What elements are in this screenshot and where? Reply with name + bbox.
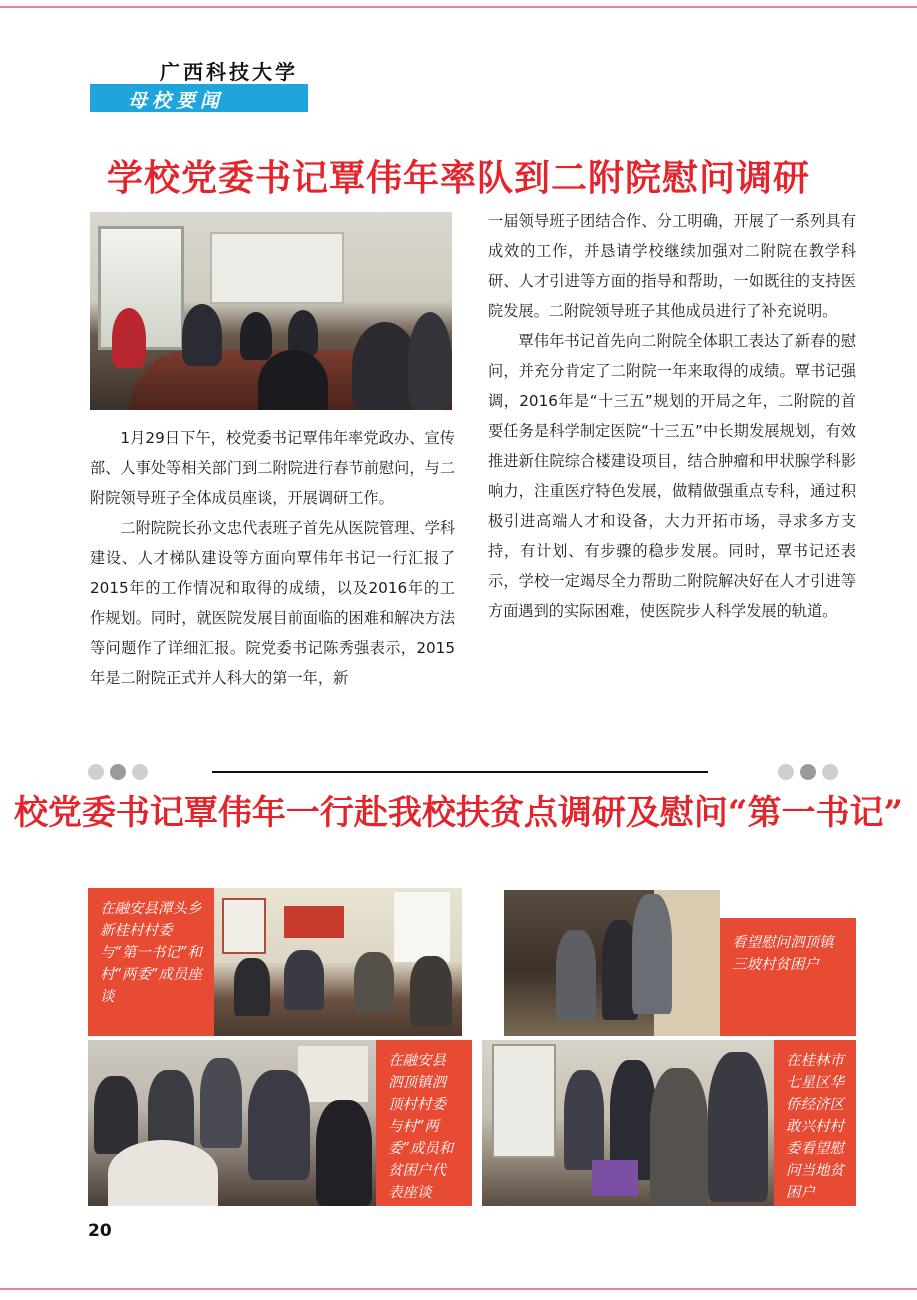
section-divider [0,763,917,783]
meeting-photo [90,212,452,410]
section-label: 母校要闻 [128,90,225,112]
article1-paragraph: 一届领导班子团结合作、分工明确，开展了一系列具有成效的工作，并恳请学校继续加强对二附院在教学科研、人才引进等方面的指导和帮助，一如既往的支持医院发展。二附院领导班子其他成员进行了补充说明。 [488,212,856,320]
photo-caption: 在融安县泗顶镇泗顶村村委与村”两委”成员和贫困户代表座谈 [376,1040,472,1206]
article1-column-right [488,206,856,626]
article1-headline: 学校党委书记覃伟年率队到二附院慰问调研 [106,157,810,199]
photo-person [408,312,452,410]
bottom-border-line [0,1288,917,1290]
dot-icon [778,764,794,780]
divider-line [212,771,708,773]
photo-village-meeting [214,888,462,1036]
photo-poor-household-visit [482,1040,774,1206]
photo-caption: 在桂林市七星区华侨经济区敢兴村村委看望慰问当地贫困户 [774,1040,856,1206]
photo-screen [210,232,344,304]
page-number: 20 [88,1221,112,1241]
publication-title: 广西科技大学 [160,60,298,84]
dot-icon [110,764,126,780]
photo-person [240,312,272,360]
dot-icon [132,764,148,780]
dot-icon [800,764,816,780]
divider-dots-left [88,764,148,780]
photo-villager-meeting [88,1040,376,1206]
dot-icon [822,764,838,780]
photo-caption: 在融安县潭头乡新桂村村委与“第一书记”和村“两委”成员座谈 [88,888,214,1036]
section-banner [90,84,308,112]
photo-person [112,308,146,368]
article1-paragraph: 1月29日下午，校党委书记覃伟年率党政办、宣传部、人事处等相关部门到二附院进行春节前慰问，与二附院领导班子全体成员座谈，开展调研工作。 [90,429,455,507]
article1-paragraph: 覃伟年书记首先向二附院全体职工表达了新春的慰问，并充分肯定了二附院一年来取得的成绩。覃书记强调，2016年是“十三五”规划的开局之年，二附院的首要任务是科学制定医院“十三五”中长期发展规划，有效推进新住院综合楼建设项目，结合肿瘤和甲状腺学科影响力，注重医疗特色发展，做精做强重点专科，通过积极引进高端人才和设备，大力开拓市场，寻求多方支持，有计划、有步骤的稳步发展。同时，覃书记还表示，学校一定竭尽全力帮助二附院解决好在人才引进等方面遇到的实际困难，使医院步人科学发展的轨道。 [488,332,856,620]
photo-person [182,304,222,366]
dot-icon [88,764,104,780]
divider-dots-right [778,764,838,780]
top-border-line [0,6,917,8]
article1-paragraph: 二附院院长孙文忠代表班子首先从医院管理、学科建设、人才梯队建设等方面向覃伟年书记一行汇报了2015年的工作情况和取得的成绩，以及2016年的工作规划。同时，就医院发展目前面临的困难和解决方法等问题作了详细汇报。院党委书记陈秀强表示，2015年是二附院正式并人科大的第一年，新 [90,519,455,687]
photo-caption: 看望慰问泗顶镇三坡村贫困户 [720,918,856,1036]
article1-column-left [90,423,455,693]
photo-collage [88,888,856,1206]
article2-headline: 校党委书记覃伟年一行赴我校扶贫点调研及慰问“第一书记” [13,793,904,833]
photo-house-visit [504,890,720,1036]
